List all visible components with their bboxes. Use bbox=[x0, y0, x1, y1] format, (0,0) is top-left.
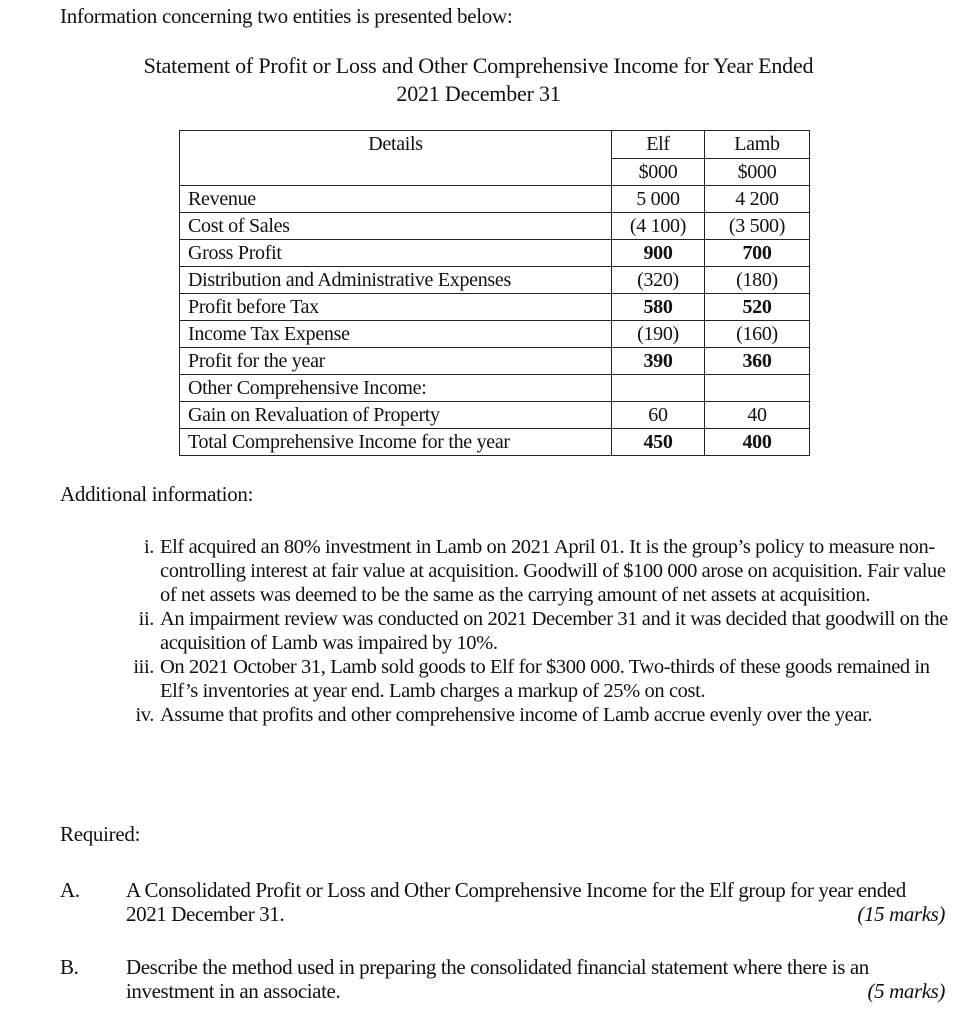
task-text: Describe the method used in preparing the consolidated financial statement where there is an investment in an associate. bbox=[126, 955, 869, 1003]
row-label: Total Comprehensive Income for the year bbox=[180, 429, 612, 456]
table-row bbox=[180, 240, 810, 267]
row-elf-value: 60 bbox=[612, 402, 705, 429]
note-text: On 2021 October 31, Lamb sold goods to Elf for $300 000. Two-thirds of these goods remained in Elf’s inventories at year end. Lamb charges a markup of 25% on cost. bbox=[160, 656, 930, 702]
row-lamb-value: 4 200 bbox=[705, 186, 810, 213]
row-elf-value: (190) bbox=[612, 321, 705, 348]
note-number: iv. bbox=[135, 704, 154, 726]
table-row bbox=[180, 402, 810, 429]
row-label: Cost of Sales bbox=[180, 213, 612, 240]
row-label: Profit before Tax bbox=[180, 294, 612, 321]
note-text: Assume that profits and other comprehensive income of Lamb accrue evenly over the year. bbox=[160, 704, 873, 726]
list-item bbox=[143, 535, 950, 607]
table-row bbox=[180, 375, 810, 402]
list-item bbox=[135, 703, 950, 727]
row-label: Distribution and Administrative Expenses bbox=[180, 267, 612, 294]
list-item bbox=[138, 607, 950, 655]
row-label: Gross Profit bbox=[180, 240, 612, 267]
row-elf-value: 450 bbox=[612, 429, 705, 456]
table-row bbox=[180, 213, 810, 240]
header-details: Details bbox=[180, 131, 612, 186]
table-row bbox=[180, 321, 810, 348]
required-heading: Required: bbox=[60, 822, 141, 846]
header-lamb: Lamb bbox=[705, 131, 810, 159]
list-item bbox=[133, 655, 950, 703]
table-row bbox=[180, 267, 810, 294]
row-elf-value bbox=[612, 375, 705, 402]
row-lamb-value: (3 500) bbox=[705, 213, 810, 240]
table-row bbox=[180, 186, 810, 213]
row-elf-value: 900 bbox=[612, 240, 705, 267]
table-row bbox=[180, 294, 810, 321]
statement-title-line1: Statement of Profit or Loss and Other Comprehensive Income for Year Ended bbox=[143, 53, 814, 78]
additional-info-list bbox=[133, 535, 950, 727]
task-text: A Consolidated Profit or Loss and Other Comprehensive Income for the Elf group for year ended 2021 December 31. bbox=[126, 878, 906, 926]
row-label: Other Comprehensive Income: bbox=[180, 375, 612, 402]
task-a bbox=[60, 878, 945, 926]
row-lamb-value: 40 bbox=[705, 402, 810, 429]
row-label: Profit for the year bbox=[180, 348, 612, 375]
row-label: Revenue bbox=[180, 186, 612, 213]
note-number: iii. bbox=[133, 656, 154, 678]
note-number: i. bbox=[143, 536, 154, 558]
intro-text: Information concerning two entities is presented below: bbox=[60, 4, 513, 28]
task-letter: B. bbox=[60, 955, 79, 979]
note-text: Elf acquired an 80% investment in Lamb on 2021 April 01. It is the group’s policy to measure non-controlling interest at fair value at acquisition. Goodwill of $100 000 arose on acquisition. Fair value of net assets was deemed to be the same as the carrying amount of net assets at acquisition. bbox=[160, 536, 946, 606]
table-row bbox=[180, 348, 810, 375]
header-elf-unit: $000 bbox=[612, 159, 705, 186]
row-lamb-value: (180) bbox=[705, 267, 810, 294]
row-elf-value: (4 100) bbox=[612, 213, 705, 240]
row-label: Gain on Revaluation of Property bbox=[180, 402, 612, 429]
statement-title-line2: 2021 December 31 bbox=[396, 81, 561, 106]
row-lamb-value: 400 bbox=[705, 429, 810, 456]
row-lamb-value bbox=[705, 375, 810, 402]
row-elf-value: 390 bbox=[612, 348, 705, 375]
header-elf: Elf bbox=[612, 131, 705, 159]
row-lamb-value: 520 bbox=[705, 294, 810, 321]
table-row bbox=[180, 429, 810, 456]
note-text: An impairment review was conducted on 2021 December 31 and it was decided that goodwill on the acquisition of Lamb was impaired by 10%. bbox=[160, 608, 948, 654]
note-number: ii. bbox=[138, 608, 154, 630]
row-lamb-value: 360 bbox=[705, 348, 810, 375]
row-elf-value: 5 000 bbox=[612, 186, 705, 213]
row-label: Income Tax Expense bbox=[180, 321, 612, 348]
row-lamb-value: (160) bbox=[705, 321, 810, 348]
row-elf-value: 580 bbox=[612, 294, 705, 321]
row-lamb-value: 700 bbox=[705, 240, 810, 267]
income-statement-table bbox=[179, 130, 810, 456]
task-marks: (15 marks) bbox=[857, 902, 945, 926]
task-marks: (5 marks) bbox=[867, 979, 945, 1003]
additional-info-heading: Additional information: bbox=[60, 482, 254, 506]
header-lamb-unit: $000 bbox=[705, 159, 810, 186]
task-letter: A. bbox=[60, 878, 80, 902]
statement-title bbox=[0, 52, 957, 108]
task-b bbox=[60, 955, 945, 1003]
row-elf-value: (320) bbox=[612, 267, 705, 294]
